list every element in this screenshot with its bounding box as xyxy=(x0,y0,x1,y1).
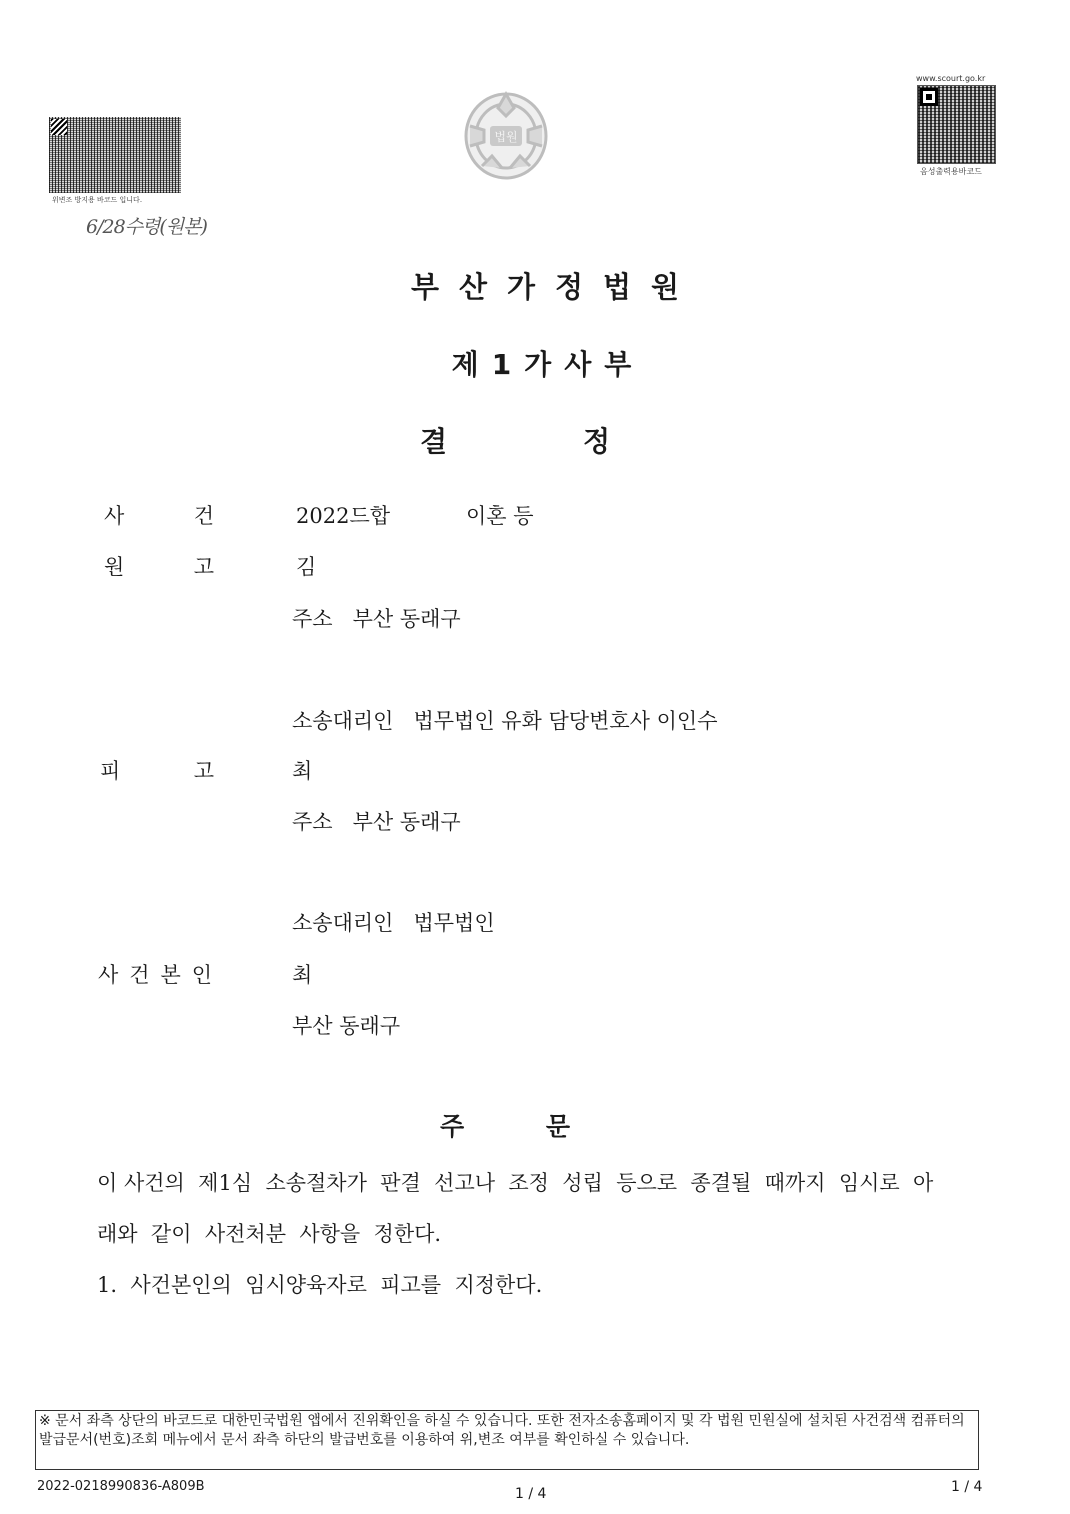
principal-label-char: 인 xyxy=(191,963,212,987)
defendant-address: 주소 부산 동래구 xyxy=(292,810,461,834)
case-label-char: 건 xyxy=(193,504,214,528)
document-title-char-2: 정 xyxy=(582,425,610,458)
court-name: 부산가정법원 xyxy=(410,270,700,304)
document-title xyxy=(420,420,610,460)
order-title-char: 주 xyxy=(440,1112,465,1141)
plaintiff-label-char: 고 xyxy=(193,555,214,579)
principal-label xyxy=(98,959,212,989)
order-item-1: 1. 사건본인의 임시양육자로 피고를 지정한다. xyxy=(97,1273,543,1297)
page-indicator-center: 1 / 4 xyxy=(515,1486,547,1502)
principal-label-char: 본 xyxy=(160,963,181,987)
principal-label-char: 사 xyxy=(98,963,119,987)
case-number: 2022드합 xyxy=(296,504,391,528)
order-title xyxy=(440,1107,570,1143)
principal-address: 부산 동래구 xyxy=(292,1014,401,1038)
plaintiff-label xyxy=(104,551,214,581)
court-division: 제1가사부 xyxy=(451,348,645,381)
handwritten-receipt-note: 6/28수령(원본) xyxy=(86,216,207,238)
page-indicator-right: 1 / 4 xyxy=(951,1479,983,1495)
verification-notice: ※ 문서 좌측 상단의 바코드로 대한민국법원 앱에서 진위확인을 하실 수 있습니다. 또한 전자소송홈페이지 및 각 법원 민원실에 설치된 사건검색 컴퓨터의 발급문서(번호)조회 메뉴에서 문서 좌측 하단의 발급번호를 이용하여 위,변조 여부를 확인하실 수 있습니다. xyxy=(35,1410,979,1470)
case-label xyxy=(104,500,214,530)
issue-number: 2022-0218990836-A809B xyxy=(37,1479,205,1494)
plaintiff-counsel: 소송대리인 법무법인 유화 담당변호사 이인수 xyxy=(292,709,718,733)
case-name: 이혼 등 xyxy=(466,504,534,528)
scourt-url: www.scourt.go.kr xyxy=(916,74,986,83)
qr-caption: 음성출력용바코드 xyxy=(920,167,982,176)
order-title-char: 문 xyxy=(545,1112,570,1141)
authentication-barcode xyxy=(49,117,181,193)
defendant-label-char: 고 xyxy=(193,759,214,783)
court-emblem-icon xyxy=(462,86,550,182)
principal-label-char: 건 xyxy=(129,963,150,987)
defendant-name: 최 xyxy=(292,759,313,783)
voice-output-qr-code xyxy=(917,85,996,164)
emblem-label: 법원 xyxy=(494,130,518,144)
document-title-char-1: 결 xyxy=(420,425,448,458)
plaintiff-name: 김 xyxy=(296,555,317,579)
principal-name: 최 xyxy=(292,963,313,987)
order-text-line-1: 이 사건의 제1심 소송절차가 판결 선고나 조정 성립 등으로 종결될 때까지 임시로 아 xyxy=(97,1171,934,1195)
plaintiff-label-char: 원 xyxy=(104,555,125,579)
defendant-label xyxy=(100,755,214,785)
plaintiff-address: 주소 부산 동래구 xyxy=(292,607,461,631)
defendant-label-char: 피 xyxy=(100,759,121,783)
case-label-char: 사 xyxy=(104,504,125,528)
order-text-line-2: 래와 같이 사전처분 사항을 정한다. xyxy=(97,1222,442,1246)
barcode-caption: 위변조 방지용 바코드 입니다. xyxy=(52,196,143,204)
defendant-counsel: 소송대리인 법무법인 xyxy=(292,911,495,935)
